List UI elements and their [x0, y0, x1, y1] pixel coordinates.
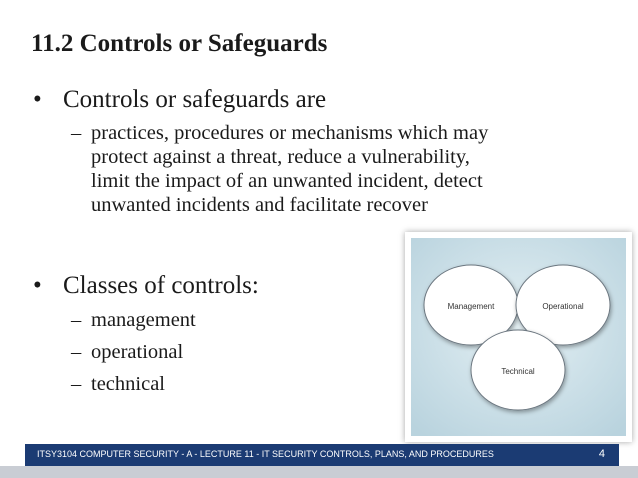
bullet-text: Classes of controls:	[63, 272, 259, 299]
footer-text: ITSY3104 COMPUTER SECURITY - A - LECTURE 11 - IT SECURITY CONTROLS, PLANS, AND PROCEDURES	[37, 449, 494, 459]
bullet-controls	[33, 86, 326, 114]
subitem-definition	[71, 121, 571, 217]
bullet-marker: •	[33, 86, 42, 113]
subitem-text: management	[91, 309, 196, 331]
controls-diagram	[405, 232, 632, 442]
operational-label: Operational	[542, 302, 584, 311]
dash-marker: –	[71, 309, 82, 331]
subitem-text: operational	[91, 341, 184, 363]
bottom-strip	[0, 466, 638, 478]
page-number: 4	[598, 448, 605, 460]
subitem-text: technical	[91, 373, 165, 395]
subitem-text: practices, procedures or mechanisms which may protect against a threat, reduce a vulnerability, limit the impact of an unwanted incident, detect unwanted incidents and facilitate recover	[91, 122, 489, 216]
subitem-operational	[71, 340, 183, 364]
dash-marker: –	[71, 341, 82, 363]
controls-venn-diagram	[405, 232, 632, 442]
bullet-classes	[33, 272, 259, 300]
subitem-technical	[71, 372, 165, 396]
dash-marker: –	[71, 122, 82, 144]
slide-title: 11.2 Controls or Safeguards	[31, 30, 328, 57]
management-label: Management	[447, 302, 495, 311]
bullet-text: Controls or safeguards are	[63, 86, 327, 113]
footer-bar	[25, 444, 619, 466]
bullet-marker: •	[33, 272, 42, 299]
subitem-management	[71, 308, 196, 332]
dash-marker: –	[71, 373, 82, 395]
technical-label: Technical	[501, 367, 535, 376]
